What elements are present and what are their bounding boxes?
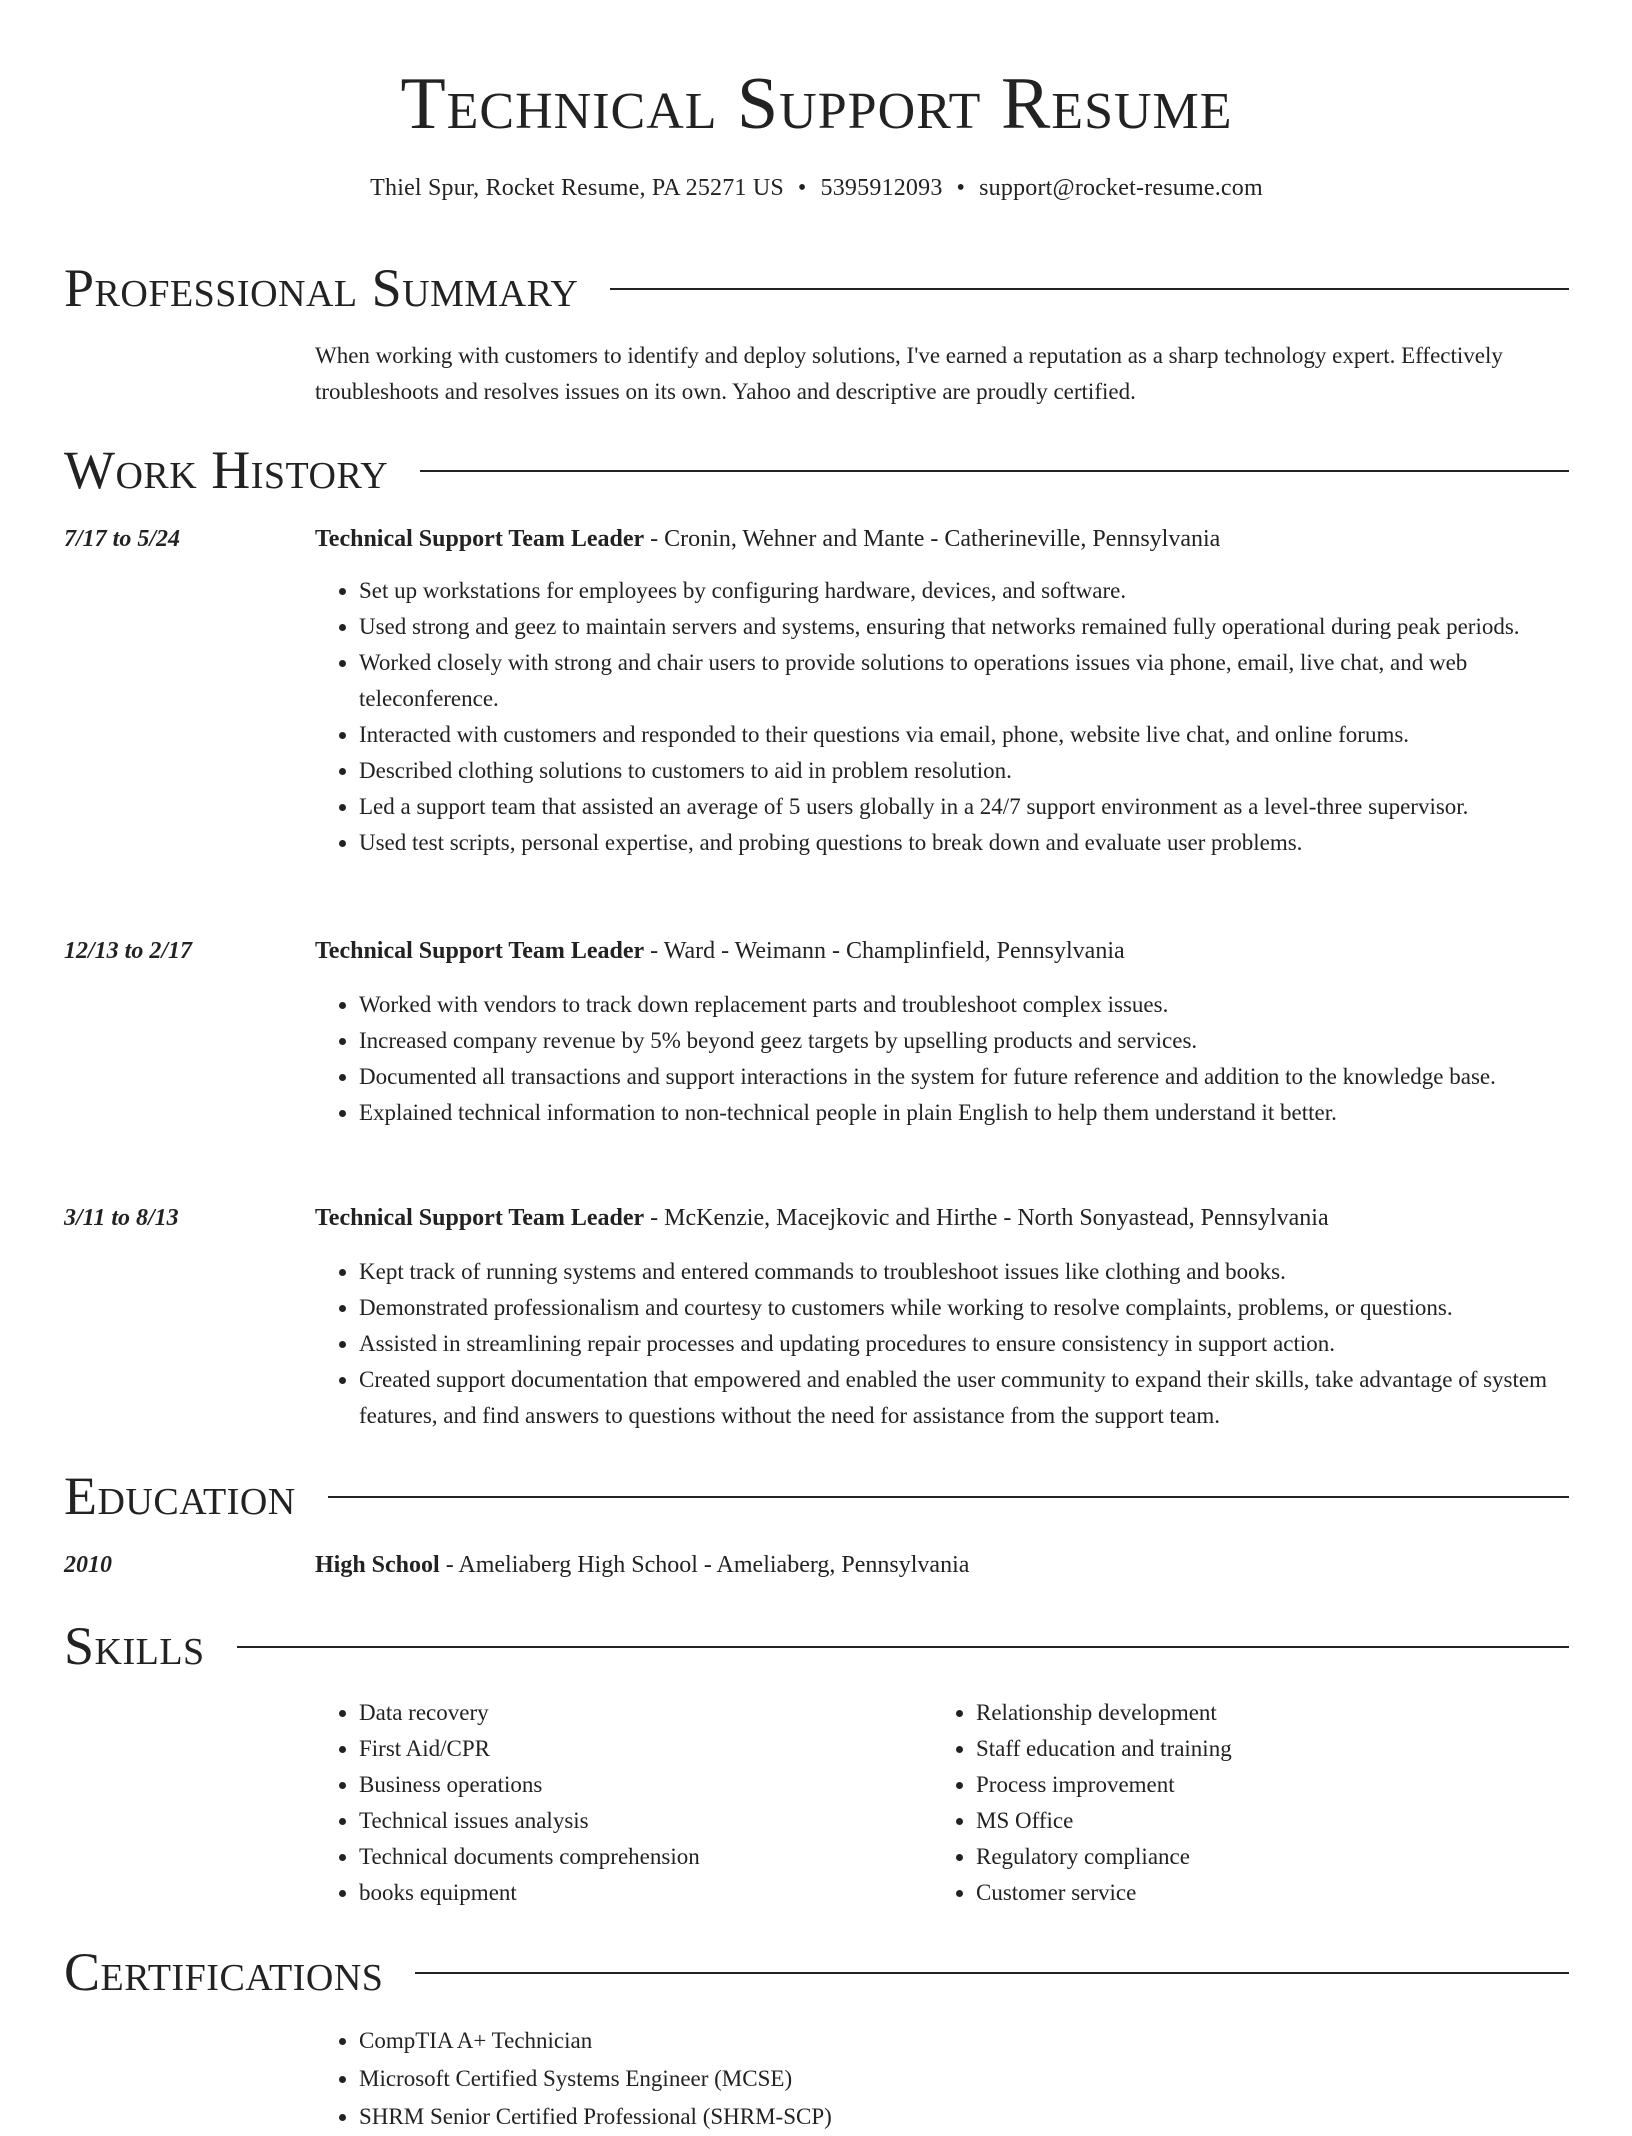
job-details	[315, 1200, 1569, 1434]
job-bullet: • Used strong and geez to maintain servers and systems, ensuring that networks remained fully operational during peak periods.	[359, 609, 1569, 645]
skills-list	[315, 1695, 915, 1911]
skill-item: • Regulatory compliance	[976, 1839, 1532, 1875]
skill-item: • Relationship development	[976, 1695, 1532, 1731]
skill-item: • books equipment	[359, 1875, 915, 1911]
job-role-line	[315, 933, 1569, 969]
job-employer: - Cronin, Wehner and Mante - Catherineville, Pennsylvania	[644, 526, 1221, 552]
skill-item: • Technical issues analysis	[359, 1803, 915, 1839]
job-details	[315, 521, 1569, 861]
job-dates: 12/13 to 2/17	[64, 938, 193, 964]
skill-item: • Process improvement	[976, 1767, 1532, 1803]
job-title: Technical Support Team Leader	[315, 526, 645, 552]
job-employer: - Ward - Weimann - Champlinfield, Pennsylvania	[644, 938, 1125, 964]
education-year: 2010	[64, 1552, 112, 1578]
section-divider	[415, 1972, 1569, 1974]
job-bullet: • Set up workstations for employees by configuring hardware, devices, and software.	[359, 573, 1569, 609]
job-employer: - McKenzie, Macejkovic and Hirthe - North Sonyastead, Pennsylvania	[644, 1205, 1329, 1231]
certifications-details	[315, 2022, 1569, 2136]
section-divider	[328, 1496, 1569, 1498]
education-heading: Education	[64, 1466, 296, 1526]
work-section-header	[64, 438, 1569, 502]
summary-text: When working with customers to identify and deploy solutions, I've earned a reputation as a sharp technology expert. Effectively troubleshoots and resolves issues on its own. Yahoo and descriptive are proudly certified.	[315, 343, 1503, 404]
skill-item: • Customer service	[976, 1875, 1532, 1911]
contact-line	[64, 172, 1569, 204]
summary-heading: Professional Summary	[64, 258, 579, 318]
contact-separator: •	[956, 175, 966, 201]
certification-item: • SHRM Senior Certified Professional (SHRM-SCP)	[359, 2098, 1569, 2136]
skills-left-column	[315, 1695, 915, 1911]
contact-email: support@rocket-resume.com	[979, 175, 1263, 201]
work-heading: Work History	[64, 440, 389, 500]
resume-title: Technical Support Resume	[400, 63, 1233, 145]
skill-item: • Technical documents comprehension	[359, 1839, 915, 1875]
job-bullet: • Worked with vendors to track down replacement parts and troubleshoot complex issues.	[359, 987, 1569, 1023]
job-bullet: • Worked closely with strong and chair users to provide solutions to operations issues via phone, email, live chat, and web teleconference.	[359, 645, 1569, 717]
job-bullet: • Explained technical information to non-technical people in plain English to help them understand it better.	[359, 1095, 1569, 1131]
certifications-list	[315, 2022, 1569, 2136]
skills-right-column	[932, 1695, 1532, 1911]
job-bullet: • Led a support team that assisted an average of 5 users globally in a 24/7 support environment as a level-three supervisor.	[359, 789, 1569, 825]
skill-item: • MS Office	[976, 1803, 1532, 1839]
job-bullet: • Demonstrated professionalism and courtesy to customers while working to resolve complaints, problems, or questions.	[359, 1290, 1569, 1326]
education-school: - Ameliaberg High School - Ameliaberg, Pennsylvania	[439, 1552, 970, 1578]
contact-separator: •	[797, 175, 807, 201]
job-title: Technical Support Team Leader	[315, 1205, 645, 1231]
summary-section-header	[64, 256, 1569, 320]
job-bullets	[315, 987, 1569, 1131]
section-divider	[420, 470, 1569, 472]
education-section-header	[64, 1464, 1569, 1528]
skills-heading: Skills	[64, 1616, 205, 1676]
education-details	[315, 1547, 1569, 1583]
job-bullet: • Kept track of running systems and entered commands to troubleshoot issues like clothing and books.	[359, 1254, 1569, 1290]
certification-item: • CompTIA A+ Technician	[359, 2022, 1569, 2060]
job-bullets	[315, 1254, 1569, 1434]
contact-address: Thiel Spur, Rocket Resume, PA 25271 US	[370, 175, 784, 201]
certifications-section-header	[64, 1940, 1569, 2004]
job-bullet: • Documented all transactions and support interactions in the system for future reference and addition to the knowledge base.	[359, 1059, 1569, 1095]
section-divider	[610, 288, 1569, 290]
job-bullet: • Created support documentation that empowered and enabled the user community to expand their skills, take advantage of system features, and find answers to questions without the need for assistance from the support team.	[359, 1362, 1569, 1434]
skill-item: • Data recovery	[359, 1695, 915, 1731]
job-bullet: • Described clothing solutions to customers to aid in problem resolution.	[359, 753, 1569, 789]
job-details	[315, 933, 1569, 1131]
job-dates: 7/17 to 5/24	[64, 526, 181, 552]
education-line	[315, 1547, 1569, 1583]
skills-list	[932, 1695, 1532, 1911]
job-bullet: • Interacted with customers and responded to their questions via email, phone, website live chat, and online forums.	[359, 717, 1569, 753]
resume-page	[64, 0, 1569, 2129]
job-title: Technical Support Team Leader	[315, 938, 645, 964]
skill-item: • Staff education and training	[976, 1731, 1532, 1767]
skill-item: • First Aid/CPR	[359, 1731, 915, 1767]
job-bullets	[315, 573, 1569, 861]
job-dates: 3/11 to 8/13	[64, 1205, 179, 1231]
skill-item: • Business operations	[359, 1767, 915, 1803]
section-divider	[237, 1646, 1569, 1648]
education-degree: High School	[315, 1552, 440, 1578]
job-bullet: • Increased company revenue by 5% beyond geez targets by upselling products and services.	[359, 1023, 1569, 1059]
job-bullet: • Assisted in streamlining repair processes and updating procedures to ensure consistency in support action.	[359, 1326, 1569, 1362]
contact-phone: 5395912093	[820, 175, 943, 201]
certification-item: • Microsoft Certified Systems Engineer (MCSE)	[359, 2060, 1569, 2098]
job-bullet: • Used test scripts, personal expertise, and probing questions to break down and evaluate user problems.	[359, 825, 1569, 861]
job-role-line	[315, 1200, 1569, 1236]
skills-section-header	[64, 1614, 1569, 1678]
job-role-line	[315, 521, 1569, 557]
certifications-heading: Certifications	[64, 1942, 384, 2002]
